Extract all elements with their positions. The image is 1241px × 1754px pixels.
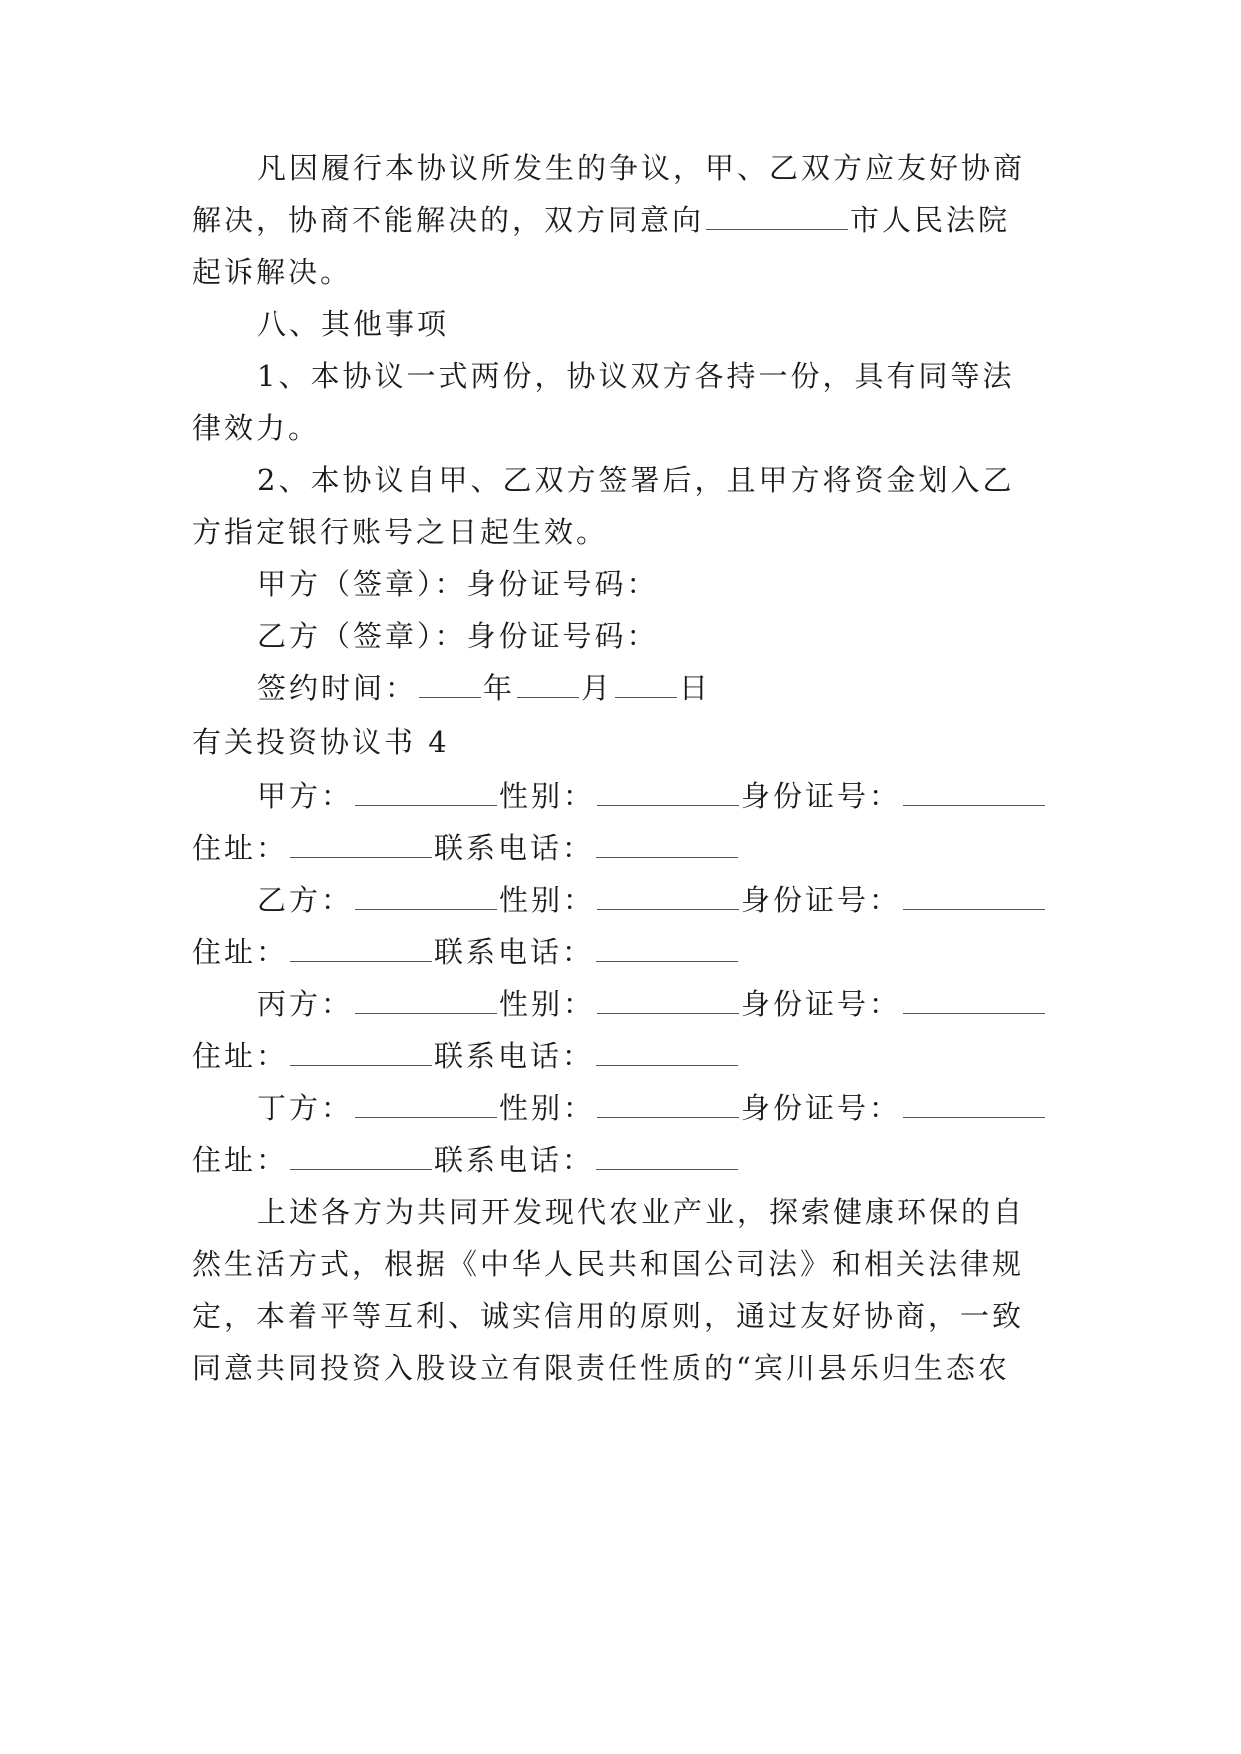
id-label: 身份证号： bbox=[741, 1091, 902, 1125]
phone-blank bbox=[596, 1141, 738, 1170]
gender-blank bbox=[597, 1089, 739, 1118]
day-label: 日 bbox=[679, 671, 712, 705]
item-2-line-2: 方指定银行账号之日起生效。 bbox=[192, 515, 609, 549]
address-label: 住址： bbox=[192, 1039, 289, 1073]
party-row bbox=[257, 984, 1047, 1024]
phone-label: 联系电话： bbox=[434, 935, 595, 969]
sign-date-line bbox=[257, 668, 711, 708]
intro-line-2: 然生活方式，根据《中华人民共和国公司法》和相关法律规 bbox=[192, 1247, 1025, 1281]
name-blank bbox=[355, 985, 497, 1014]
party-row bbox=[257, 880, 1047, 920]
item-2-line-1: 2、本协议自甲、乙双方签署后，且甲方将资金划入乙 bbox=[257, 463, 1015, 497]
sign-date-label: 签约时间： bbox=[257, 671, 418, 705]
dispute-line-2-text: 解决，协商不能解决的，双方同意向 bbox=[192, 203, 705, 237]
address-label: 住址： bbox=[192, 1143, 289, 1177]
address-blank bbox=[290, 1037, 432, 1066]
month-label: 月 bbox=[581, 671, 614, 705]
address-row bbox=[192, 828, 740, 868]
address-label: 住址： bbox=[192, 935, 289, 969]
phone-blank bbox=[596, 829, 738, 858]
gender-blank bbox=[597, 985, 739, 1014]
intro-line-3: 定，本着平等互利、诚实信用的原则，通过友好协商，一致 bbox=[192, 1299, 1025, 1333]
id-blank bbox=[903, 1089, 1045, 1118]
id-label: 身份证号： bbox=[741, 779, 902, 813]
gender-blank bbox=[597, 777, 739, 806]
id-blank bbox=[903, 985, 1045, 1014]
address-row bbox=[192, 1140, 740, 1180]
id-label: 身份证号： bbox=[741, 987, 902, 1021]
year-blank bbox=[419, 669, 481, 698]
address-blank bbox=[290, 829, 432, 858]
court-suffix: 市人民法院 bbox=[850, 203, 1011, 237]
party-row bbox=[257, 1088, 1047, 1128]
party-name: 甲方： bbox=[257, 779, 354, 813]
phone-label: 联系电话： bbox=[434, 1039, 595, 1073]
item-1-line-1: 1、本协议一式两份，协议双方各持一份，具有同等法 bbox=[257, 359, 1015, 393]
month-blank bbox=[517, 669, 579, 698]
id-blank bbox=[903, 881, 1045, 910]
address-blank bbox=[290, 1141, 432, 1170]
item-1-line-2: 律效力。 bbox=[192, 411, 321, 445]
day-blank bbox=[615, 669, 677, 698]
name-blank bbox=[355, 881, 497, 910]
dispute-line-3: 起诉解决。 bbox=[192, 255, 353, 289]
id-blank bbox=[903, 777, 1045, 806]
party-a-signature: 甲方（签章）：身份证号码： bbox=[257, 567, 659, 601]
party-row bbox=[257, 776, 1047, 816]
gender-label: 性别： bbox=[499, 779, 596, 813]
address-blank bbox=[290, 933, 432, 962]
dispute-line-1: 凡因履行本协议所发生的争议，甲、乙双方应友好协商 bbox=[257, 151, 1026, 185]
section-8-heading: 八、其他事项 bbox=[257, 307, 450, 341]
address-label: 住址： bbox=[192, 831, 289, 865]
year-label: 年 bbox=[483, 671, 516, 705]
intro-line-1: 上述各方为共同开发现代农业产业，探索健康环保的自 bbox=[257, 1195, 1026, 1229]
name-blank bbox=[355, 777, 497, 806]
address-row bbox=[192, 1036, 740, 1076]
doc-title: 有关投资协议书 4 bbox=[192, 725, 450, 759]
phone-blank bbox=[596, 933, 738, 962]
party-name: 丁方： bbox=[257, 1091, 354, 1125]
party-name: 乙方： bbox=[257, 883, 354, 917]
gender-label: 性别： bbox=[499, 883, 596, 917]
phone-label: 联系电话： bbox=[434, 831, 595, 865]
dispute-line-2 bbox=[192, 200, 1010, 240]
gender-blank bbox=[597, 881, 739, 910]
address-row bbox=[192, 932, 740, 972]
phone-label: 联系电话： bbox=[434, 1143, 595, 1177]
court-city-blank bbox=[706, 201, 848, 230]
party-name: 丙方： bbox=[257, 987, 354, 1021]
intro-line-4: 同意共同投资入股设立有限责任性质的“宾川县乐归生态农 bbox=[192, 1351, 1010, 1385]
gender-label: 性别： bbox=[499, 1091, 596, 1125]
id-label: 身份证号： bbox=[741, 883, 902, 917]
phone-blank bbox=[596, 1037, 738, 1066]
name-blank bbox=[355, 1089, 497, 1118]
gender-label: 性别： bbox=[499, 987, 596, 1021]
party-b-signature: 乙方（签章）：身份证号码： bbox=[257, 619, 659, 653]
